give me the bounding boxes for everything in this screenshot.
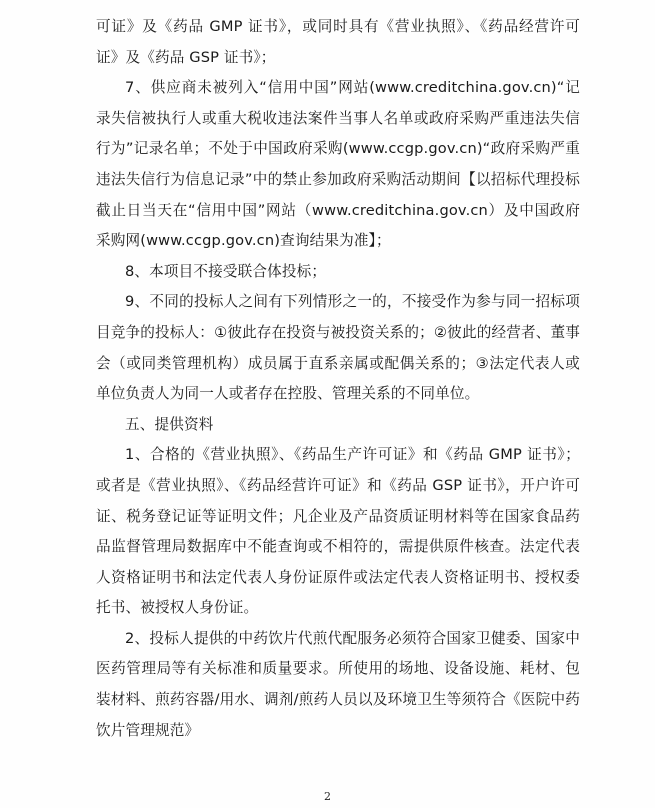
paragraph-continuation: 可证》及《药品 GMP 证书》，或同时具有《营业执照》、《药品经营许可证》及《药品 GSP 证书》； [96,18,580,66]
page-number: 2 [324,790,331,803]
document-body [96,12,580,746]
paragraph-item-9: 9、不同的投标人之间有下列情形之一的，不接受作为参与同一招标项目竞争的投标人：①彼此存在投资与被投资关系的；②彼此的经营者、董事会（或同类管理机构）成员属于直系亲属或配偶关系的；③法定代表人或单位负责人为同一人或者存在控股、管理关系的不同单位。 [96,293,580,403]
paragraph-item-8: 8、本项目不接受联合体投标； [125,262,327,280]
paragraph-item-7: 7、供应商未被列入“信用中国”网站(www.creditchina.gov.cn)“记录失信被执行人或重大税收违法案件当事人名单或政府采购严重违法失信行为”记录名单；不处于中国政府采购(www.ccgp.gov.cn)“政府采购严重违法失信行为信息记录”中的禁止参加政府采购活动期间【以招标代理投标截止日当天在“信用中国”网站（www.creditchina.gov.cn）及中国政府采购网(www.ccgp.gov.cn)查询结果为准】； [96,79,580,250]
paragraph-section-item-2: 2、投标人提供的中药饮片代煎代配服务必须符合国家卫健委、国家中医药管理局等有关标准和质量要求。所使用的场地、设备设施、耗材、包装材料、煎药容器/用水、调剂/煎药人员以及环境卫生等须符合《医院中药饮片管理规范》 [96,629,580,739]
paragraph-section-item-1: 1、合格的《营业执照》、《药品生产许可证》和《药品 GMP 证书》；或者是《营业执照》、《药品经营许可证》和《药品 GSP 证书》，开户许可证、税务登记证等证明文件；凡企业及产品资质证明材料等在国家食品药品监督管理局数据库中不能查询或不相符的，需提供原件核查。法定代表人资格证明书和法定代表人身份证原件或法定代表人资格证明书、授权委托书、被授权人身份证。 [96,446,580,617]
section-heading: 五、提供资料 [125,415,214,433]
